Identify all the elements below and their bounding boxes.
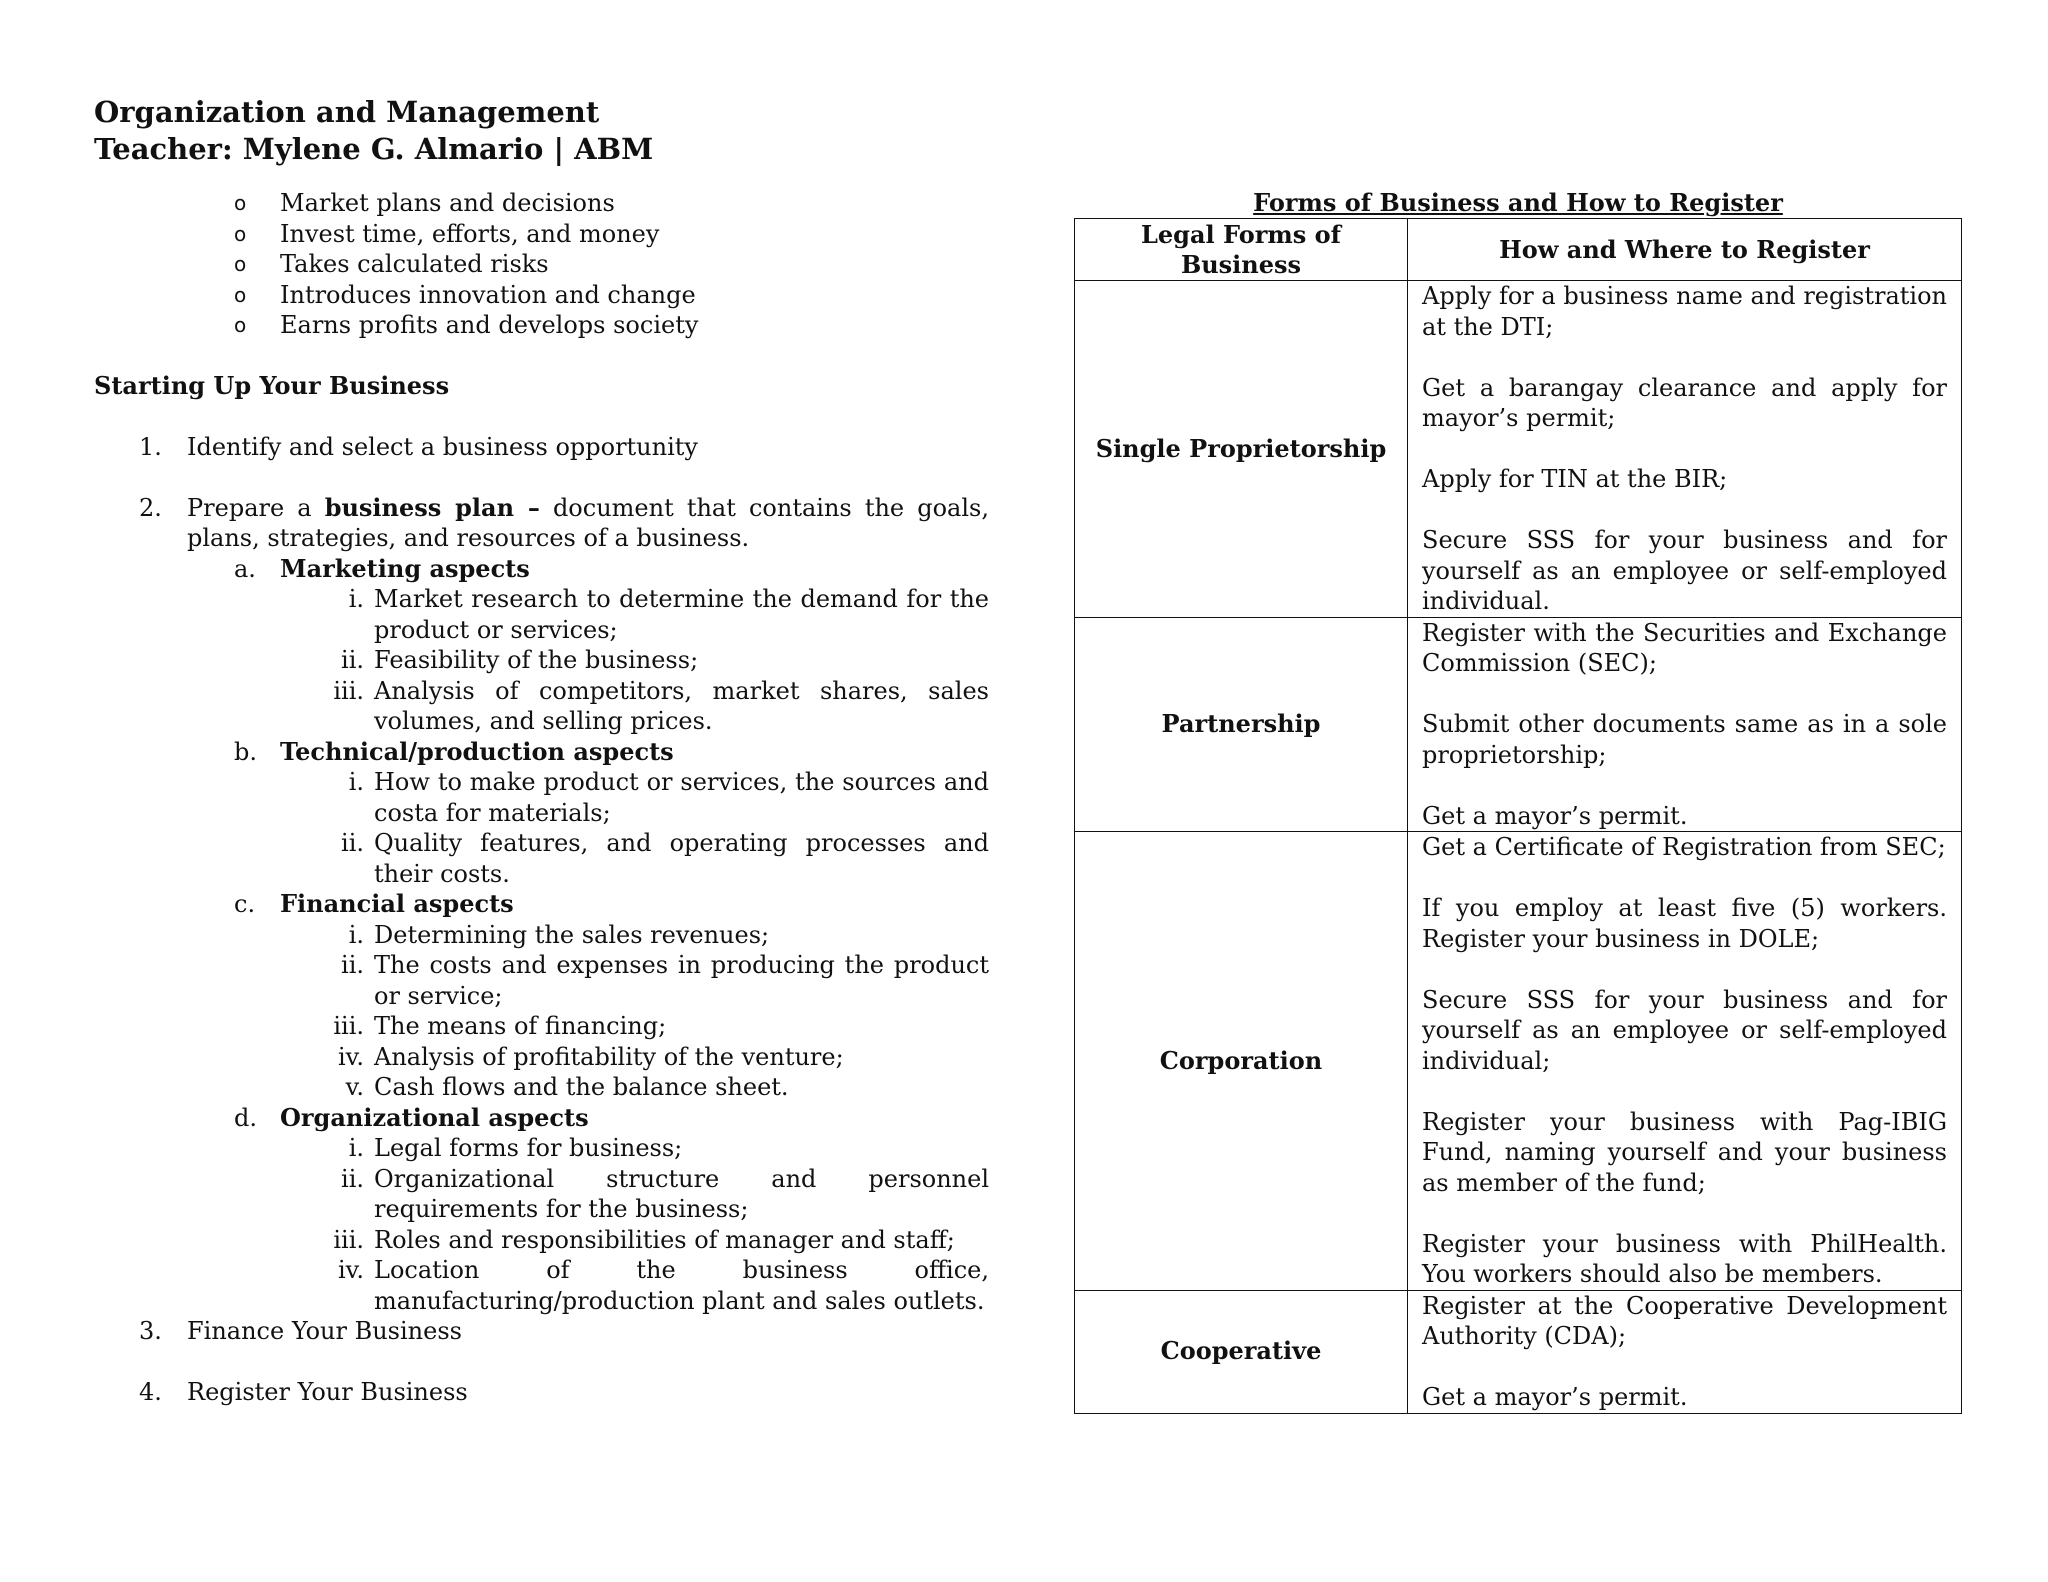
list-item: iv. Location of the business office, manufacturing/production plant and sales outlets.	[337, 1256, 989, 1315]
list-item: i. Determining the sales revenues;	[348, 920, 770, 949]
list-item: o Takes calculated risks	[234, 250, 549, 278]
table-header-row	[1075, 219, 1962, 281]
forms-of-business-table	[1074, 218, 1962, 1414]
bullet-glyph: o	[234, 252, 247, 276]
list-item: ii. Feasibility of the business;	[341, 646, 699, 674]
register-steps: Register at the Cooperative Development Authority (CDA); Get a mayor’s permit.	[1408, 1290, 1962, 1413]
form-name: Corporation	[1075, 832, 1408, 1291]
list-item: o Earns profits and develops society	[234, 311, 699, 339]
register-steps: Get a Certificate of Registration from SEC; If you employ at least five (5) workers. Register your business in DOLE; Secure SSS for your business and for yourself as an employee or self-employed individual; Register your business with Pag-IBIG Fund, naming yourself and your business as member of the fund; Register your business with PhilHealth. You workers should also be members.	[1408, 832, 1962, 1291]
table-title: Forms of Business and How to Register	[1253, 188, 1783, 217]
form-name: Cooperative	[1075, 1290, 1408, 1413]
aspect-title: Marketing aspects	[280, 553, 530, 583]
register-steps: Register with the Securities and Exchange Commission (SEC); Submit other documents same as in a sole proprietorship; Get a mayor’s permit.	[1408, 617, 1962, 832]
column-header-register: How and Where to Register	[1408, 219, 1962, 281]
aspect-organizational: d. Organizational aspects i. Legal forms for business; ii. Organizational structure and personnel requirements for the business; iii. Roles and responsibilities of manager and staff; iv. Location of the business office, manufacturing/production plant and sales outlets.	[94, 1103, 989, 1317]
step-2: 2. Prepare a business plan – document that contains the goals, plans, strategies, and resources of a business.	[139, 492, 989, 552]
list-item: iii. The means of financing;	[333, 1012, 667, 1040]
list-item: ii. Organizational structure and personnel requirements for the business;	[341, 1164, 989, 1223]
step-4: 4. Register Your Business	[139, 1378, 468, 1406]
list-item: o Market plans and decisions	[234, 189, 615, 217]
step-3: 3. Finance Your Business	[139, 1317, 462, 1345]
step-1: 1. Identify and select a business opportunity	[139, 432, 698, 461]
table-row	[1075, 617, 1962, 832]
list-item: ii. The costs and expenses in producing the product or service;	[341, 951, 989, 1010]
list-item: o Invest time, efforts, and money	[234, 219, 660, 248]
form-name: Partnership	[1075, 617, 1408, 832]
list-item: ii. Quality features, and operating processes and their costs.	[341, 829, 989, 888]
left-column	[94, 188, 989, 1408]
table-row	[1075, 1290, 1962, 1413]
table-row	[1075, 832, 1962, 1291]
aspect-title: Financial aspects	[280, 889, 514, 918]
list-item: iv. Analysis of profitability of the venture;	[337, 1042, 844, 1071]
bullet-glyph: o	[234, 221, 247, 246]
list-item: iii. Roles and responsibilities of manager and staff;	[333, 1225, 955, 1254]
aspect-title: Organizational aspects	[280, 1102, 589, 1132]
document-header	[94, 94, 653, 168]
section-heading: Starting Up Your Business	[94, 370, 450, 400]
business-plan-term: business plan –	[324, 492, 540, 522]
list-item: i. Market research to determine the demand for the product or services;	[348, 585, 989, 644]
column-header-form: Legal Forms of Business	[1075, 219, 1408, 281]
right-column	[1074, 188, 1962, 1414]
teacher-line: Teacher: Mylene G. Almario | ABM	[94, 132, 654, 166]
aspect-financial: c. Financial aspects i. Determining the sales revenues; ii. The costs and expenses in producing the product or service; iii. The means of financing; iv. Analysis of profitability of the venture; v. Cash flows and the balance sheet.	[94, 889, 989, 1103]
list-item: iii. Analysis of competitors, market shares, sales volumes, and selling prices.	[333, 676, 989, 735]
bullet-glyph: o	[234, 191, 247, 215]
list-item: i. How to make product or services, the sources and costa for materials;	[348, 768, 989, 827]
form-name: Single Proprietorship	[1075, 281, 1408, 618]
entrepreneur-traits-list	[94, 188, 989, 341]
list-item: o Introduces innovation and change	[234, 280, 696, 309]
aspect-technical: b. Technical/production aspects i. How to make product or services, the sources and costa for materials; ii. Quality features, and operating processes and their costs.	[94, 737, 989, 890]
bullet-glyph: o	[234, 282, 247, 307]
aspect-title: Technical/production aspects	[280, 736, 674, 766]
bullet-glyph: o	[234, 313, 247, 337]
register-steps: Apply for a business name and registration at the DTI; Get a barangay clearance and apply for mayor’s permit; Apply for TIN at the BIR; Secure SSS for your business and for yourself as an employee or self-employed individual.	[1408, 281, 1962, 618]
list-item: v. Cash flows and the balance sheet.	[345, 1073, 789, 1101]
document-title: Organization and Management	[94, 95, 600, 129]
aspect-marketing: a. Marketing aspects i. Market research to determine the demand for the product or services; ii. Feasibility of the business; iii. Analysis of competitors, market shares, sales volumes, and selling prices.	[94, 554, 989, 737]
list-item: i. Legal forms for business;	[348, 1134, 683, 1162]
table-row	[1075, 281, 1962, 618]
